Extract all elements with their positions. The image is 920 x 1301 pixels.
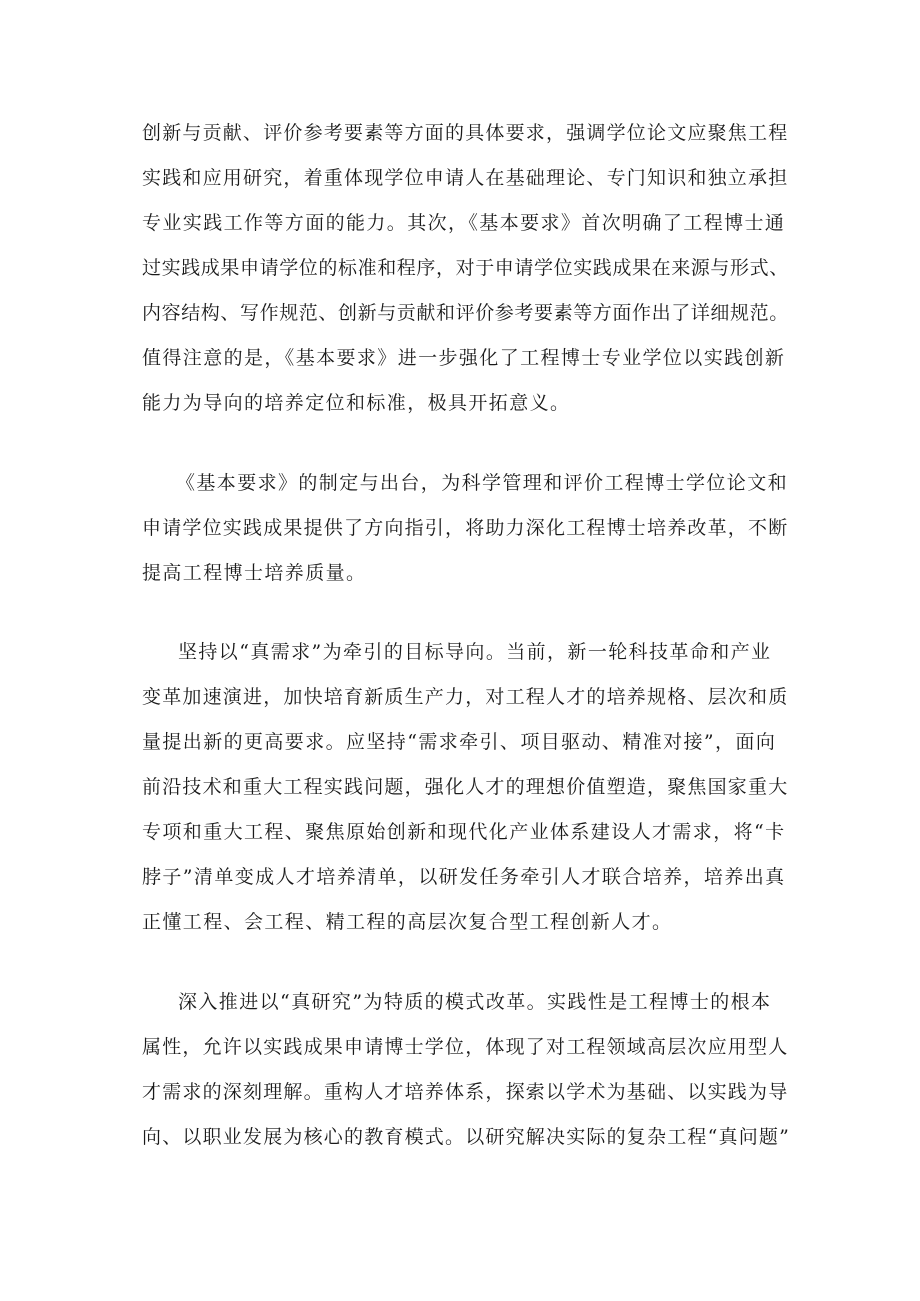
paragraph-2-line-1: 《基本要求》的制定与出台，为科学管理和评价工程博士学位论文和 <box>176 472 789 494</box>
paragraph-3-line-2: 变革加速演进，加快培育新质生产力，对工程人才的培养规格、层次和质 <box>142 686 789 708</box>
paragraph-2-line-3: 提高工程博士培养质量。 <box>142 562 367 584</box>
paragraph-3-line-1: 坚持以“真需求”为牵引的目标导向。当前，新一轮科技革命和产业 <box>178 641 772 663</box>
paragraph-1-line-5: 内容结构、写作规范、创新与贡献和评价参考要素等方面作出了详细规范。 <box>142 302 789 324</box>
paragraph-1-line-7: 能力为导向的培养定位和标准，极具开拓意义。 <box>142 392 571 414</box>
paragraph-2-line-2: 申请学位实践成果提供了方向指引，将助力深化工程博士培养改革，不断 <box>142 517 789 539</box>
paragraph-1-line-2: 实践和应用研究，着重体现学位申请人在基础理论、专门知识和独立承担 <box>142 167 789 189</box>
paragraph-1-line-3: 专业实践工作等方面的能力。其次，《基本要求》首次明确了工程博士通 <box>142 212 786 234</box>
paragraph-3-line-3: 量提出新的更高要求。应坚持“需求牵引、项目驱动、精准对接”，面向 <box>142 731 777 753</box>
paragraph-3-line-5: 专项和重大工程、聚焦原始创新和现代化产业体系建设人才需求，将“卡 <box>142 821 786 843</box>
paragraph-1-line-6: 值得注意的是，《基本要求》进一步强化了工程博士专业学位以实践创新 <box>142 347 786 369</box>
paragraph-3-line-4: 前沿技术和重大工程实践问题，强化人才的理想价值塑造，聚焦国家重大 <box>142 776 789 798</box>
paragraph-1-line-1: 创新与贡献、评价参考要素等方面的具体要求，强调学位论文应聚焦工程 <box>142 122 789 144</box>
paragraph-4-line-2: 属性，允许以实践成果申请博士学位，体现了对工程领域高层次应用型人 <box>142 1036 789 1058</box>
paragraph-3-line-6: 脖子”清单变成人才培养清单，以研发任务牵引人才联合培养，培养出真 <box>142 866 786 888</box>
paragraph-4-line-3: 才需求的深刻理解。重构人才培养体系，探索以学术为基础、以实践为导 <box>142 1081 789 1103</box>
paragraph-4-line-1: 深入推进以“真研究”为特质的模式改革。实践性是工程博士的根本 <box>178 991 772 1013</box>
paragraph-4-line-4: 向、以职业发展为核心的教育模式。以研究解决实际的复杂工程“真问题” <box>142 1126 791 1148</box>
paragraph-1-line-4: 过实践成果申请学位的标准和程序，对于申请学位实践成果在来源与形式、 <box>142 257 789 279</box>
paragraph-3-line-7: 正懂工程、会工程、精工程的高层次复合型工程创新人才。 <box>142 911 673 933</box>
